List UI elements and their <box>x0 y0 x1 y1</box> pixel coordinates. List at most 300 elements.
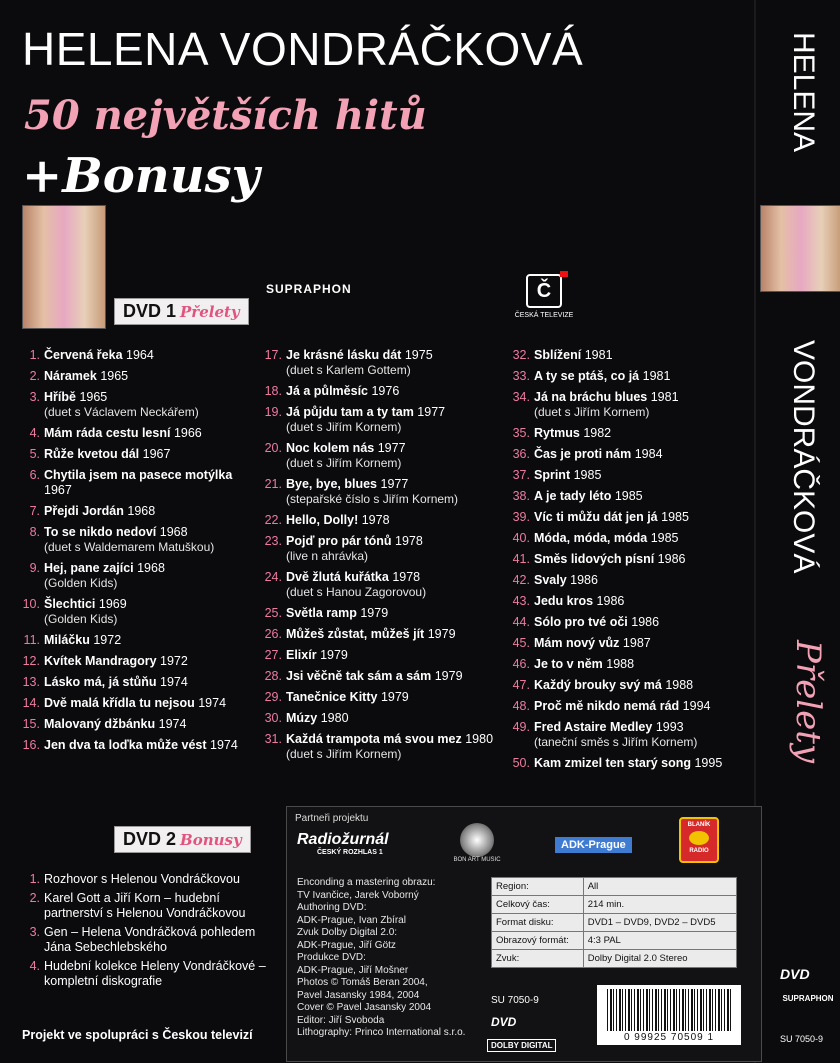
track-number: 32. <box>512 348 530 362</box>
track-item <box>512 531 752 546</box>
track-year: 1985 <box>614 489 643 503</box>
track-number: 44. <box>512 615 530 629</box>
track-number: 21. <box>264 477 282 491</box>
track-item <box>512 657 752 672</box>
track-number: 45. <box>512 636 530 650</box>
track-year: 1979 <box>434 669 463 683</box>
track-item <box>512 756 752 771</box>
track-title: Pojď pro pár tónů <box>286 534 392 548</box>
track-year: 1994 <box>682 699 711 713</box>
spec-row <box>492 914 737 932</box>
credit-line: ADK-Prague, Jiří Götz <box>297 939 396 951</box>
track-item <box>22 717 257 732</box>
track-item <box>22 468 257 498</box>
track-item <box>512 636 752 651</box>
track-title: Náramek <box>44 369 97 383</box>
spine-prelety: Přelety <box>788 640 828 764</box>
supraphon-text: SUPRAPHON <box>266 282 352 296</box>
track-note: (Golden Kids) <box>44 612 118 626</box>
track-year: 1986 <box>657 552 686 566</box>
track-item <box>22 504 257 519</box>
adk-logo: ADK-Prague <box>555 837 632 853</box>
tracklist-col-2 <box>264 348 499 768</box>
spine-name: HELENA <box>787 32 820 153</box>
track-title: Mám ráda cestu lesní <box>44 426 171 440</box>
album-subtitle: 50 největších hitů <box>24 92 427 139</box>
track-note: (stepařské číslo s Jiřím Kornem) <box>286 492 459 506</box>
credit-line: Enconding a mastering obrazu: <box>297 877 436 888</box>
track-year: 1972 <box>160 654 188 668</box>
cooperation-note: Projekt ve spolupráci s Českou televizí <box>22 1028 253 1042</box>
track-number: 3. <box>29 390 40 404</box>
track-title: Malovaný džbánku <box>44 717 156 731</box>
track-item <box>512 369 752 384</box>
track-title: Tanečnice Kitty <box>286 690 378 704</box>
barcode <box>597 985 741 1045</box>
track-year: 1967 <box>142 447 171 461</box>
track-number: 35. <box>512 426 530 440</box>
track-item <box>512 447 752 462</box>
track-title: Múzy <box>286 711 318 725</box>
credits <box>297 877 497 1040</box>
track-title: Já a půlměsíc <box>286 384 368 398</box>
track-year: 1964 <box>126 348 154 362</box>
track-year: 1979 <box>360 606 389 620</box>
track-item <box>22 348 257 363</box>
track-item <box>22 525 257 555</box>
track-number: 24. <box>264 570 282 584</box>
track-item <box>512 678 752 693</box>
track-year: 1965 <box>79 390 108 404</box>
bonus-item <box>22 891 272 921</box>
spine-supraphon-logo: SUPRAPHON <box>782 994 834 1003</box>
ct-letter: Č <box>536 280 552 302</box>
dvd1-label <box>114 298 249 325</box>
track-year: 1969 <box>98 597 127 611</box>
track-year: 1968 <box>137 561 165 575</box>
track-number: 22. <box>264 513 282 527</box>
spine-catalog-code: SU 7050-9 <box>780 1034 824 1044</box>
track-title: Móda, móda, móda <box>534 531 648 545</box>
spec-value: Dolby Digital 2.0 Stereo <box>583 950 736 968</box>
artist-title: HELENA VONDRÁČKOVÁ <box>22 23 584 75</box>
info-panel <box>286 806 762 1062</box>
track-title: Šlechtici <box>44 597 96 611</box>
track-year: 1987 <box>622 636 651 650</box>
bonart-logo <box>447 823 507 867</box>
track-title: Kam zmizel ten starý song <box>534 756 691 770</box>
track-number: 29. <box>264 690 282 704</box>
barcode-bars <box>607 989 731 1031</box>
track-item <box>512 489 752 504</box>
track-year: 1980 <box>320 711 349 725</box>
track-title: Světla ramp <box>286 606 357 620</box>
track-year: 1978 <box>392 570 421 584</box>
ct-icon <box>526 274 562 308</box>
track-item <box>22 597 257 627</box>
partners-label: Partneři projektu <box>295 813 369 824</box>
sun-icon <box>689 831 709 845</box>
track-title: Chytila jsem na pasece motýlka <box>44 468 233 482</box>
blanik-radio-logo <box>679 817 719 863</box>
track-number: 11. <box>23 633 40 647</box>
track-number: 38. <box>512 489 530 503</box>
track-number: 12. <box>22 654 40 668</box>
track-number: 7. <box>29 504 40 518</box>
track-number: 26. <box>264 627 282 641</box>
track-item <box>264 477 499 507</box>
track-title: A je tady léto <box>534 489 612 503</box>
track-year: 1978 <box>361 513 390 527</box>
track-title: Noc kolem nás <box>286 441 375 455</box>
track-year: 1981 <box>650 390 679 404</box>
credit-line: Photos © Tomáš Beran 2004, <box>297 977 428 988</box>
track-number: 4. <box>29 426 40 440</box>
track-year: 1966 <box>173 426 202 440</box>
spec-value: All <box>583 878 736 896</box>
track-item <box>264 732 499 762</box>
bonart-text: BON ART MUSIC <box>453 857 501 863</box>
spec-key: Format disku: <box>492 914 584 932</box>
track-number: 6. <box>29 468 40 482</box>
bonus-item <box>22 959 272 989</box>
bonus-title: Karel Gott a Jiří Korn – hudební partnerství s Helenou Vondráčkovou <box>44 891 246 920</box>
track-year: 1968 <box>159 525 188 539</box>
track-note: (duet s Waldemarem Matuškou) <box>44 540 215 554</box>
track-title: Miláčku <box>44 633 90 647</box>
track-year: 1986 <box>596 594 625 608</box>
track-number: 42. <box>512 573 530 587</box>
track-year: 1985 <box>661 510 689 524</box>
spec-row <box>492 950 737 968</box>
track-number: 1. <box>29 348 40 362</box>
spec-value: 4:3 PAL <box>583 932 736 950</box>
track-year: 1981 <box>642 369 671 383</box>
catalog-code: SU 7050-9 <box>491 995 539 1006</box>
dvd1-tag: Přelety <box>180 303 240 321</box>
track-year: 1974 <box>160 675 188 689</box>
track-number: 41. <box>512 552 530 566</box>
credit-line: Pavel Jasansky 1984, 2004 <box>297 989 420 1001</box>
bonus-item <box>22 872 272 887</box>
track-year: 1972 <box>93 633 122 647</box>
track-item <box>264 606 499 621</box>
track-note: (duet s Karlem Gottem) <box>286 363 411 377</box>
track-number: 28. <box>264 669 282 683</box>
track-number: 19. <box>264 405 282 419</box>
track-year: 1993 <box>655 720 684 734</box>
track-title: Víc ti můžu dát jen já <box>534 510 658 524</box>
track-title: Mám nový vůz <box>534 636 620 650</box>
track-number: 16. <box>22 738 40 752</box>
bonus-title: Hudební kolekce Heleny Vondráčkové – kompletní diskografie <box>44 959 266 988</box>
track-item <box>512 720 752 750</box>
track-year: 1968 <box>127 504 156 518</box>
track-item <box>512 615 752 630</box>
track-title: Jedu kros <box>534 594 594 608</box>
bonus-title: +Bonusy <box>22 148 260 204</box>
track-item <box>264 405 499 435</box>
bonus-number: 3. <box>29 925 40 939</box>
spec-row <box>492 896 737 914</box>
track-item <box>264 648 499 663</box>
track-title: Je to v něm <box>534 657 603 671</box>
track-note: (taneční směs s Jiřím Kornem) <box>534 735 698 749</box>
track-year: 1988 <box>665 678 694 692</box>
spec-key: Region: <box>492 878 584 896</box>
track-number: 39. <box>512 510 530 524</box>
track-title: To se nikdo nedoví <box>44 525 157 539</box>
spec-row <box>492 932 737 950</box>
track-item <box>22 654 257 669</box>
dvd2-number: DVD 2 <box>123 829 177 849</box>
track-note: (duet s Jiřím Kornem) <box>286 456 402 470</box>
bonus-item <box>22 925 272 955</box>
track-title: Svaly <box>534 573 567 587</box>
track-year: 1979 <box>427 627 456 641</box>
track-item <box>512 348 752 363</box>
track-title: Můžeš zůstat, můžeš jít <box>286 627 425 641</box>
track-number: 47. <box>512 678 530 692</box>
track-number: 30. <box>264 711 282 725</box>
track-item <box>22 561 257 591</box>
bonus-number: 1. <box>29 872 40 886</box>
track-number: 27. <box>264 648 282 662</box>
track-number: 49. <box>512 720 530 734</box>
track-item <box>22 696 257 711</box>
track-item <box>512 390 752 420</box>
blanik-top: BLANÍK <box>687 822 711 828</box>
track-year: 1965 <box>100 369 129 383</box>
track-item <box>264 711 499 726</box>
track-title: Já na bráchu blues <box>534 390 648 404</box>
track-item <box>512 426 752 441</box>
track-title: Lásko má, já stůňu <box>44 675 157 689</box>
track-item <box>264 441 499 471</box>
track-year: 1986 <box>570 573 598 587</box>
bonus-title: Gen – Helena Vondráčková pohledem Jána Sebechlebského <box>44 925 256 954</box>
spec-value: 214 min. <box>583 896 736 914</box>
track-item <box>22 633 257 648</box>
track-item <box>22 447 257 462</box>
credit-line: TV Ivančice, Jarek Voborný <box>297 889 419 901</box>
spine-dvd-logo: DVD <box>780 966 810 982</box>
bonus-title: Rozhovor s Helenou Vondráčkovou <box>44 872 240 886</box>
track-number: 15. <box>22 717 40 731</box>
track-year: 1977 <box>377 441 406 455</box>
track-year: 1982 <box>583 426 612 440</box>
track-title: Rytmus <box>534 426 580 440</box>
track-year: 1981 <box>584 348 613 362</box>
track-number: 50. <box>512 756 530 770</box>
radiozurnal-logo <box>297 831 389 856</box>
track-item <box>264 348 499 378</box>
dvd2-label <box>114 826 251 853</box>
credit-line: Lithography: Princo International s.r.o. <box>297 1027 466 1038</box>
track-number: 36. <box>512 447 530 461</box>
artist-photo <box>22 205 106 329</box>
supraphon-logo <box>266 282 352 322</box>
track-title: Přejdi Jordán <box>44 504 124 518</box>
track-year: 1976 <box>371 384 400 398</box>
barcode-digits: 0 99925 70509 1 <box>623 1032 715 1043</box>
bonus-number: 2. <box>29 891 40 905</box>
track-title: Kvítek Mandragory <box>44 654 157 668</box>
track-number: 8. <box>29 525 40 539</box>
spine-surname: VONDRÁČKOVÁ <box>787 340 820 574</box>
track-number: 46. <box>512 657 530 671</box>
track-year: 1995 <box>694 756 723 770</box>
specs-table <box>491 877 737 968</box>
track-number: 40. <box>512 531 530 545</box>
track-number: 34. <box>512 390 530 404</box>
track-year: 1977 <box>380 477 409 491</box>
track-number: 5. <box>29 447 40 461</box>
track-title: Každá trampota má svou mez <box>286 732 462 746</box>
track-title: Jsi věčně tak sám a sám <box>286 669 432 683</box>
dolby-digital-logo: DOLBY DIGITAL <box>487 1039 556 1052</box>
track-title: Fred Astaire Medley <box>534 720 653 734</box>
track-title: Růže kvetou dál <box>44 447 140 461</box>
track-number: 37. <box>512 468 530 482</box>
track-title: Proč mě nikdo nemá rád <box>534 699 680 713</box>
track-year: 1980 <box>465 732 494 746</box>
credit-line: Authoring DVD: <box>297 902 367 913</box>
track-item <box>512 699 752 714</box>
track-title: Červená řeka <box>44 348 123 362</box>
track-title: A ty se ptáš, co já <box>534 369 640 383</box>
track-item <box>22 390 257 420</box>
track-note: (duet s Hanou Zagorovou) <box>286 585 427 599</box>
spec-value: DVD1 – DVD9, DVD2 – DVD5 <box>583 914 736 932</box>
track-title: Směs lidových písní <box>534 552 655 566</box>
track-note: (duet s Jiřím Kornem) <box>534 405 650 419</box>
track-number: 43. <box>512 594 530 608</box>
track-year: 1974 <box>198 696 227 710</box>
track-item <box>264 534 499 564</box>
track-note: (duet s Jiřím Kornem) <box>286 747 402 761</box>
track-item <box>512 468 752 483</box>
track-title: Hello, Dolly! <box>286 513 359 527</box>
track-title: Elixír <box>286 648 317 662</box>
credit-line: Zvuk Dolby Digital 2.0: <box>297 927 398 938</box>
track-title: Hříbě <box>44 390 76 404</box>
track-item <box>22 675 257 690</box>
track-number: 20. <box>264 441 282 455</box>
track-year: 1967 <box>44 483 72 497</box>
track-item <box>512 594 752 609</box>
dvd1-number: DVD 1 <box>123 301 177 321</box>
track-title: Dvě malá křídla tu nejsou <box>44 696 195 710</box>
track-number: 17. <box>264 348 282 362</box>
track-title: Čas je proti nám <box>534 447 632 461</box>
tracklist-col-1 <box>22 348 257 759</box>
track-year: 1974 <box>158 717 187 731</box>
track-year: 1986 <box>631 615 660 629</box>
track-year: 1975 <box>404 348 433 362</box>
track-item <box>512 573 752 588</box>
track-item <box>264 570 499 600</box>
bonart-icon <box>460 823 494 857</box>
track-number: 2. <box>29 369 40 383</box>
track-title: Sblížení <box>534 348 582 362</box>
track-item <box>264 513 499 528</box>
track-year: 1985 <box>650 531 679 545</box>
dvd2-tag: Bonusy <box>180 831 242 849</box>
track-number: 9. <box>29 561 40 575</box>
tracklist-col-3 <box>512 348 752 777</box>
track-item <box>512 552 752 567</box>
track-year: 1984 <box>634 447 663 461</box>
track-item <box>264 669 499 684</box>
spec-row <box>492 878 737 896</box>
credit-line: Editor: Jiří Svoboda <box>297 1014 385 1026</box>
track-number: 18. <box>264 384 282 398</box>
track-item <box>22 738 257 753</box>
track-year: 1974 <box>210 738 238 752</box>
blanik-bottom: RADIO <box>689 848 709 854</box>
dvd-video-logo: DVD <box>491 1015 517 1029</box>
track-title: Jen dva ta loďka může vést <box>44 738 207 752</box>
track-title: Bye, bye, blues <box>286 477 378 491</box>
spec-key: Celkový čas: <box>492 896 584 914</box>
credit-line: ADK-Prague, Ivan Zbíral <box>297 914 406 926</box>
track-number: 14. <box>22 696 40 710</box>
track-year: 1978 <box>395 534 423 548</box>
track-title: Sprint <box>534 468 571 482</box>
track-item <box>264 627 499 642</box>
track-item <box>512 510 752 525</box>
spine-photo <box>760 205 840 292</box>
track-note: (Golden Kids) <box>44 576 118 590</box>
track-note: (duet s Jiřím Kornem) <box>286 420 402 434</box>
spec-key: Obrazový formát: <box>492 932 584 950</box>
track-item <box>264 384 499 399</box>
track-title: Každý brouky svý má <box>534 678 662 692</box>
track-number: 23. <box>264 534 282 548</box>
radiozurnal-sub: ČESKÝ ROZHLAS 1 <box>317 849 383 856</box>
track-note: (live n ahrávka) <box>286 549 369 563</box>
track-year: 1979 <box>380 690 409 704</box>
track-title: Hej, pane zajíci <box>44 561 134 575</box>
track-title: Já půjdu tam a ty tam <box>286 405 414 419</box>
track-title: Sólo pro tvé oči <box>534 615 628 629</box>
track-number: 10. <box>22 597 40 611</box>
radiozurnal-name: Radiožurnál <box>297 831 389 848</box>
track-year: 1988 <box>606 657 635 671</box>
track-item <box>22 369 257 384</box>
track-title: Dvě žlutá kuřátka <box>286 570 389 584</box>
track-year: 1985 <box>573 468 602 482</box>
track-number: 31. <box>264 732 282 746</box>
track-year: 1979 <box>320 648 348 662</box>
bonus-number: 4. <box>29 959 40 973</box>
spec-key: Zvuk: <box>492 950 584 968</box>
ceska-televize-logo <box>514 274 574 326</box>
credit-line: ADK-Prague, Jiří Mošner <box>297 964 409 976</box>
credit-line: Cover © Pavel Jasansky 2004 <box>297 1002 432 1013</box>
track-number: 25. <box>264 606 282 620</box>
track-number: 13. <box>22 675 40 689</box>
track-year: 1977 <box>417 405 446 419</box>
ct-name: ČESKÁ TELEVIZE <box>514 312 574 319</box>
bonus-list <box>22 872 272 993</box>
track-title: Je krásné lásku dát <box>286 348 402 362</box>
credit-line: Produkce DVD: <box>297 952 366 963</box>
track-number: 33. <box>512 369 530 383</box>
track-item <box>22 426 257 441</box>
track-note: (duet s Václavem Neckářem) <box>44 405 199 419</box>
